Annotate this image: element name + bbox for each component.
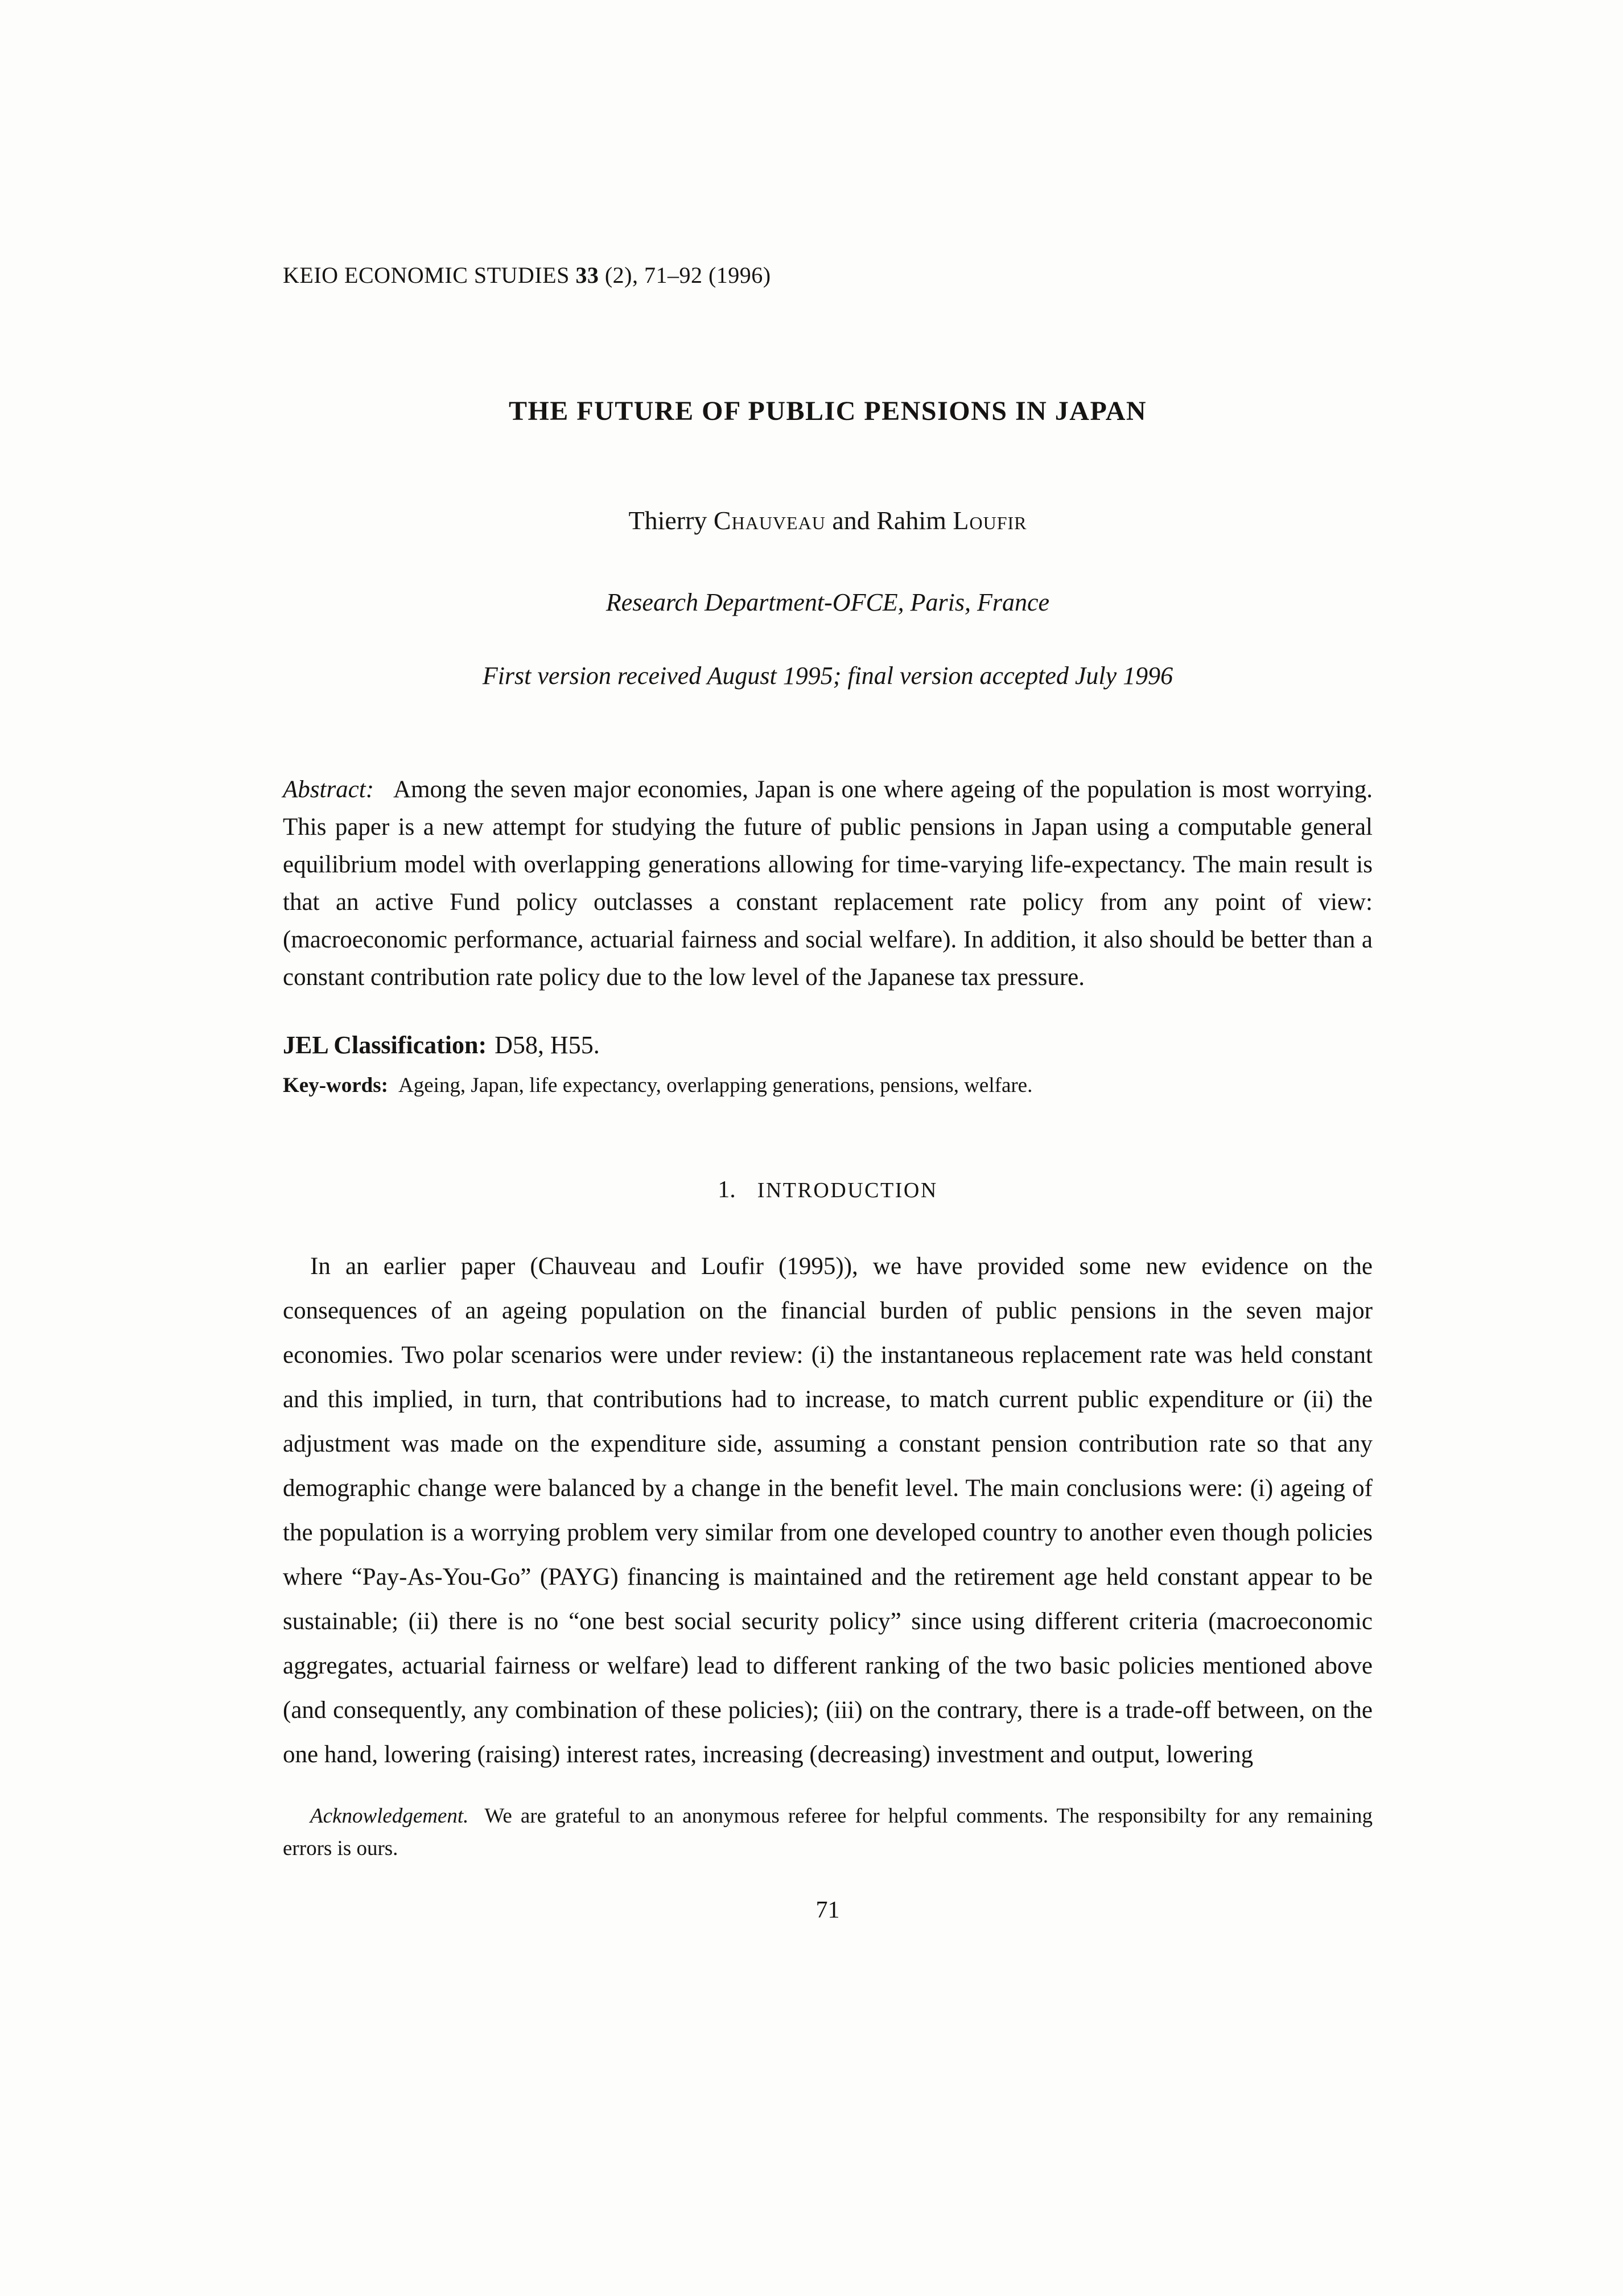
section-heading-introduction — [283, 1176, 1373, 1203]
author-surname-1: Chauveau — [713, 506, 826, 535]
section-number: 1. — [718, 1177, 736, 1203]
affiliation-line: Research Department-OFCE, Paris, France — [605, 588, 1050, 616]
paper-title: THE FUTURE OF PUBLIC PENSIONS IN JAPAN — [508, 396, 1147, 426]
section-title: INTRODUCTION — [757, 1178, 938, 1202]
abstract-paragraph — [283, 771, 1373, 996]
author-surname-2: Loufir — [953, 506, 1027, 535]
page-number: 71 — [815, 1897, 840, 1923]
authors-line — [283, 505, 1373, 535]
author-conjunction: and Rahim — [825, 506, 953, 535]
jel-classification-line — [283, 1030, 1373, 1060]
jel-codes: D58, H55. — [495, 1031, 600, 1059]
journal-header — [283, 262, 1373, 288]
journal-issue-pages: (2), 71–92 (1996) — [599, 262, 771, 288]
abstract-text: Among the seven major economies, Japan is one where ageing of the population is most worrying. This paper is a new attempt for studying the future of public pensions in Japan using a computable general equilibrium model with overlapping generations allowing for time-varying life-expectancy. The main result is that an active Fund policy outclasses a constant replacement rate policy from any point of view: (macroeconomic performance, actuarial fairness and social welfare). In addition, it also should be better than a constant contribution rate policy due to the low level of the Japanese tax pressure. — [283, 776, 1373, 991]
keywords-label: Key-words: — [283, 1074, 388, 1097]
abstract-label: Abstract: — [283, 776, 374, 803]
acknowledgement-footnote — [283, 1800, 1373, 1865]
journal-volume: 33 — [575, 262, 599, 288]
introduction-paragraph: In an earlier paper (Chauveau and Loufir (1995)), we have provided some new evidence on the consequences of an ageing population on the financial burden of public pensions in the seven major economies. Two polar scenarios were under review: (i) the instantaneous replacement rate was held constant and this implied, in turn, that contributions had to increase, to match current public expenditure or (ii) the adjustment was made on the expenditure side, assuming a constant pension contribution rate so that any demographic change were balanced by a change in the benefit level. The main conclusions were: (i) ageing of the population is a worrying problem very similar from one developed country to another even though policies where “Pay-As-You-Go” (PAYG) financing is maintained and the retirement age held constant appear to be sustainable; (ii) there is no “one best social security policy” since using different criteria (macroeconomic aggregates, actuarial fairness or welfare) lead to different ranking of the two basic policies mentioned above (and consequently, any combination of these policies); (iii) on the contrary, there is a trade-off between, on the one hand, lowering (raising) interest rates, increasing (decreasing) investment and output, lowering — [283, 1253, 1373, 1768]
acknowledgement-label: Acknowledgement. — [310, 1804, 469, 1828]
keywords-text: Ageing, Japan, life expectancy, overlapping generations, pensions, welfare. — [398, 1074, 1033, 1097]
received-line: First version received August 1995; final version accepted July 1996 — [482, 662, 1173, 690]
journal-name: KEIO ECONOMIC STUDIES — [283, 262, 576, 288]
jel-label: JEL Classification: — [283, 1031, 487, 1059]
acknowledgement-text: We are grateful to an anonymous referee for helpful comments. The responsibilty for any remaining errors is ours. — [283, 1804, 1373, 1860]
keywords-line — [283, 1073, 1373, 1098]
author-given-1: Thierry — [628, 506, 714, 535]
